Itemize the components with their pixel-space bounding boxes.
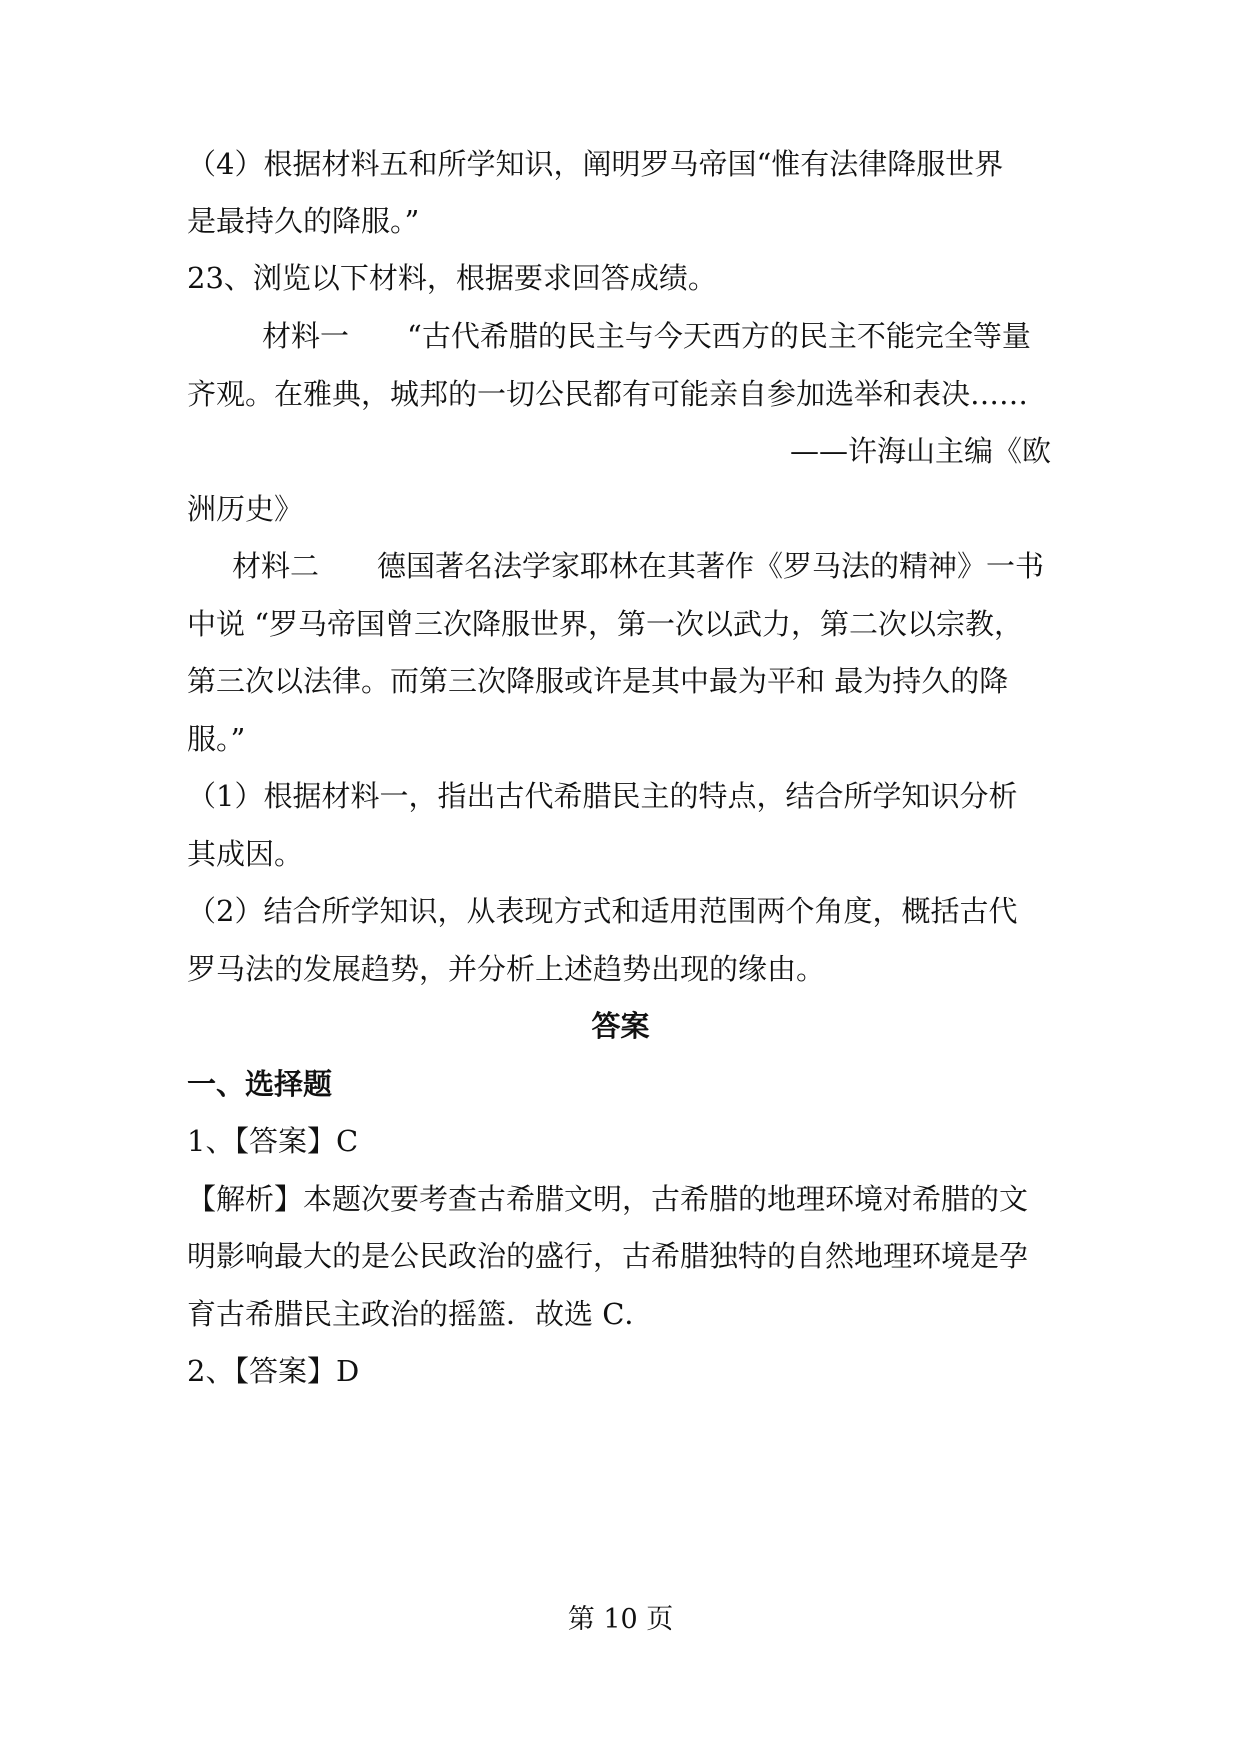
page-number: 第 10 页 [567, 1604, 674, 1635]
q23-part2-line2: 罗马法的发展趋势，并分析上述趋势出现的缘由。 [187, 952, 826, 986]
q22-part4-line1: （4）根据材料五和所学知识，阐明罗马帝国“惟有法律降服世界 [187, 147, 1004, 181]
material2-line1: 材料二 德国著名法学家耶林在其著作《罗马法的精神》一书 [232, 549, 1045, 583]
material1-source-line1: ——许海山主编《欧 [789, 434, 1051, 468]
material1-line1: 材料一 “古代希腊的民主与今天西方的民主不能完全等量 [262, 319, 1031, 353]
answer-1-label: 1、【答案】C [187, 1124, 359, 1158]
material2-line2: 中说 “罗马帝国曾三次降服世界，第一次以武力，第二次以宗教， [187, 607, 1024, 641]
material2-line4: 服。” [187, 722, 246, 756]
q23-part1-line2: 其成因。 [187, 837, 304, 871]
q23-part2-line1: （2）结合所学知识，从表现方式和适用范围两个角度，概括古代 [187, 894, 1018, 928]
q23-title: 23、浏览以下材料，根据要求回答成绩。 [187, 261, 717, 295]
answer-1-explanation-line3: 育古希腊民主政治的摇篮．故选 C． [187, 1297, 654, 1331]
answer-1-explanation-line2: 明影响最大的是公民政治的盛行，古希腊独特的自然地理环境是孕 [187, 1239, 1029, 1273]
answer-2-label: 2、【答案】D [187, 1354, 360, 1388]
q22-part4-line2: 是最持久的降服。” [187, 204, 420, 238]
answers-heading: 答案 [591, 1009, 650, 1043]
material1-line2: 齐观。在雅典，城邦的一切公民都有可能亲自参加选举和表决…… [187, 377, 1029, 411]
material2-line3: 第三次以法律。而第三次降服或许是其中最为平和 最为持久的降 [187, 664, 1009, 698]
material1-source-line2: 洲历史》 [187, 492, 304, 526]
answer-1-explanation-line1: 【解析】本题次要考查古希腊文明，古希腊的地理环境对希腊的文 [187, 1182, 1029, 1216]
section-multiple-choice-heading: 一、选择题 [187, 1067, 333, 1101]
q23-part1-line1: （1）根据材料一，指出古代希腊民主的特点，结合所学知识分析 [187, 779, 1018, 813]
